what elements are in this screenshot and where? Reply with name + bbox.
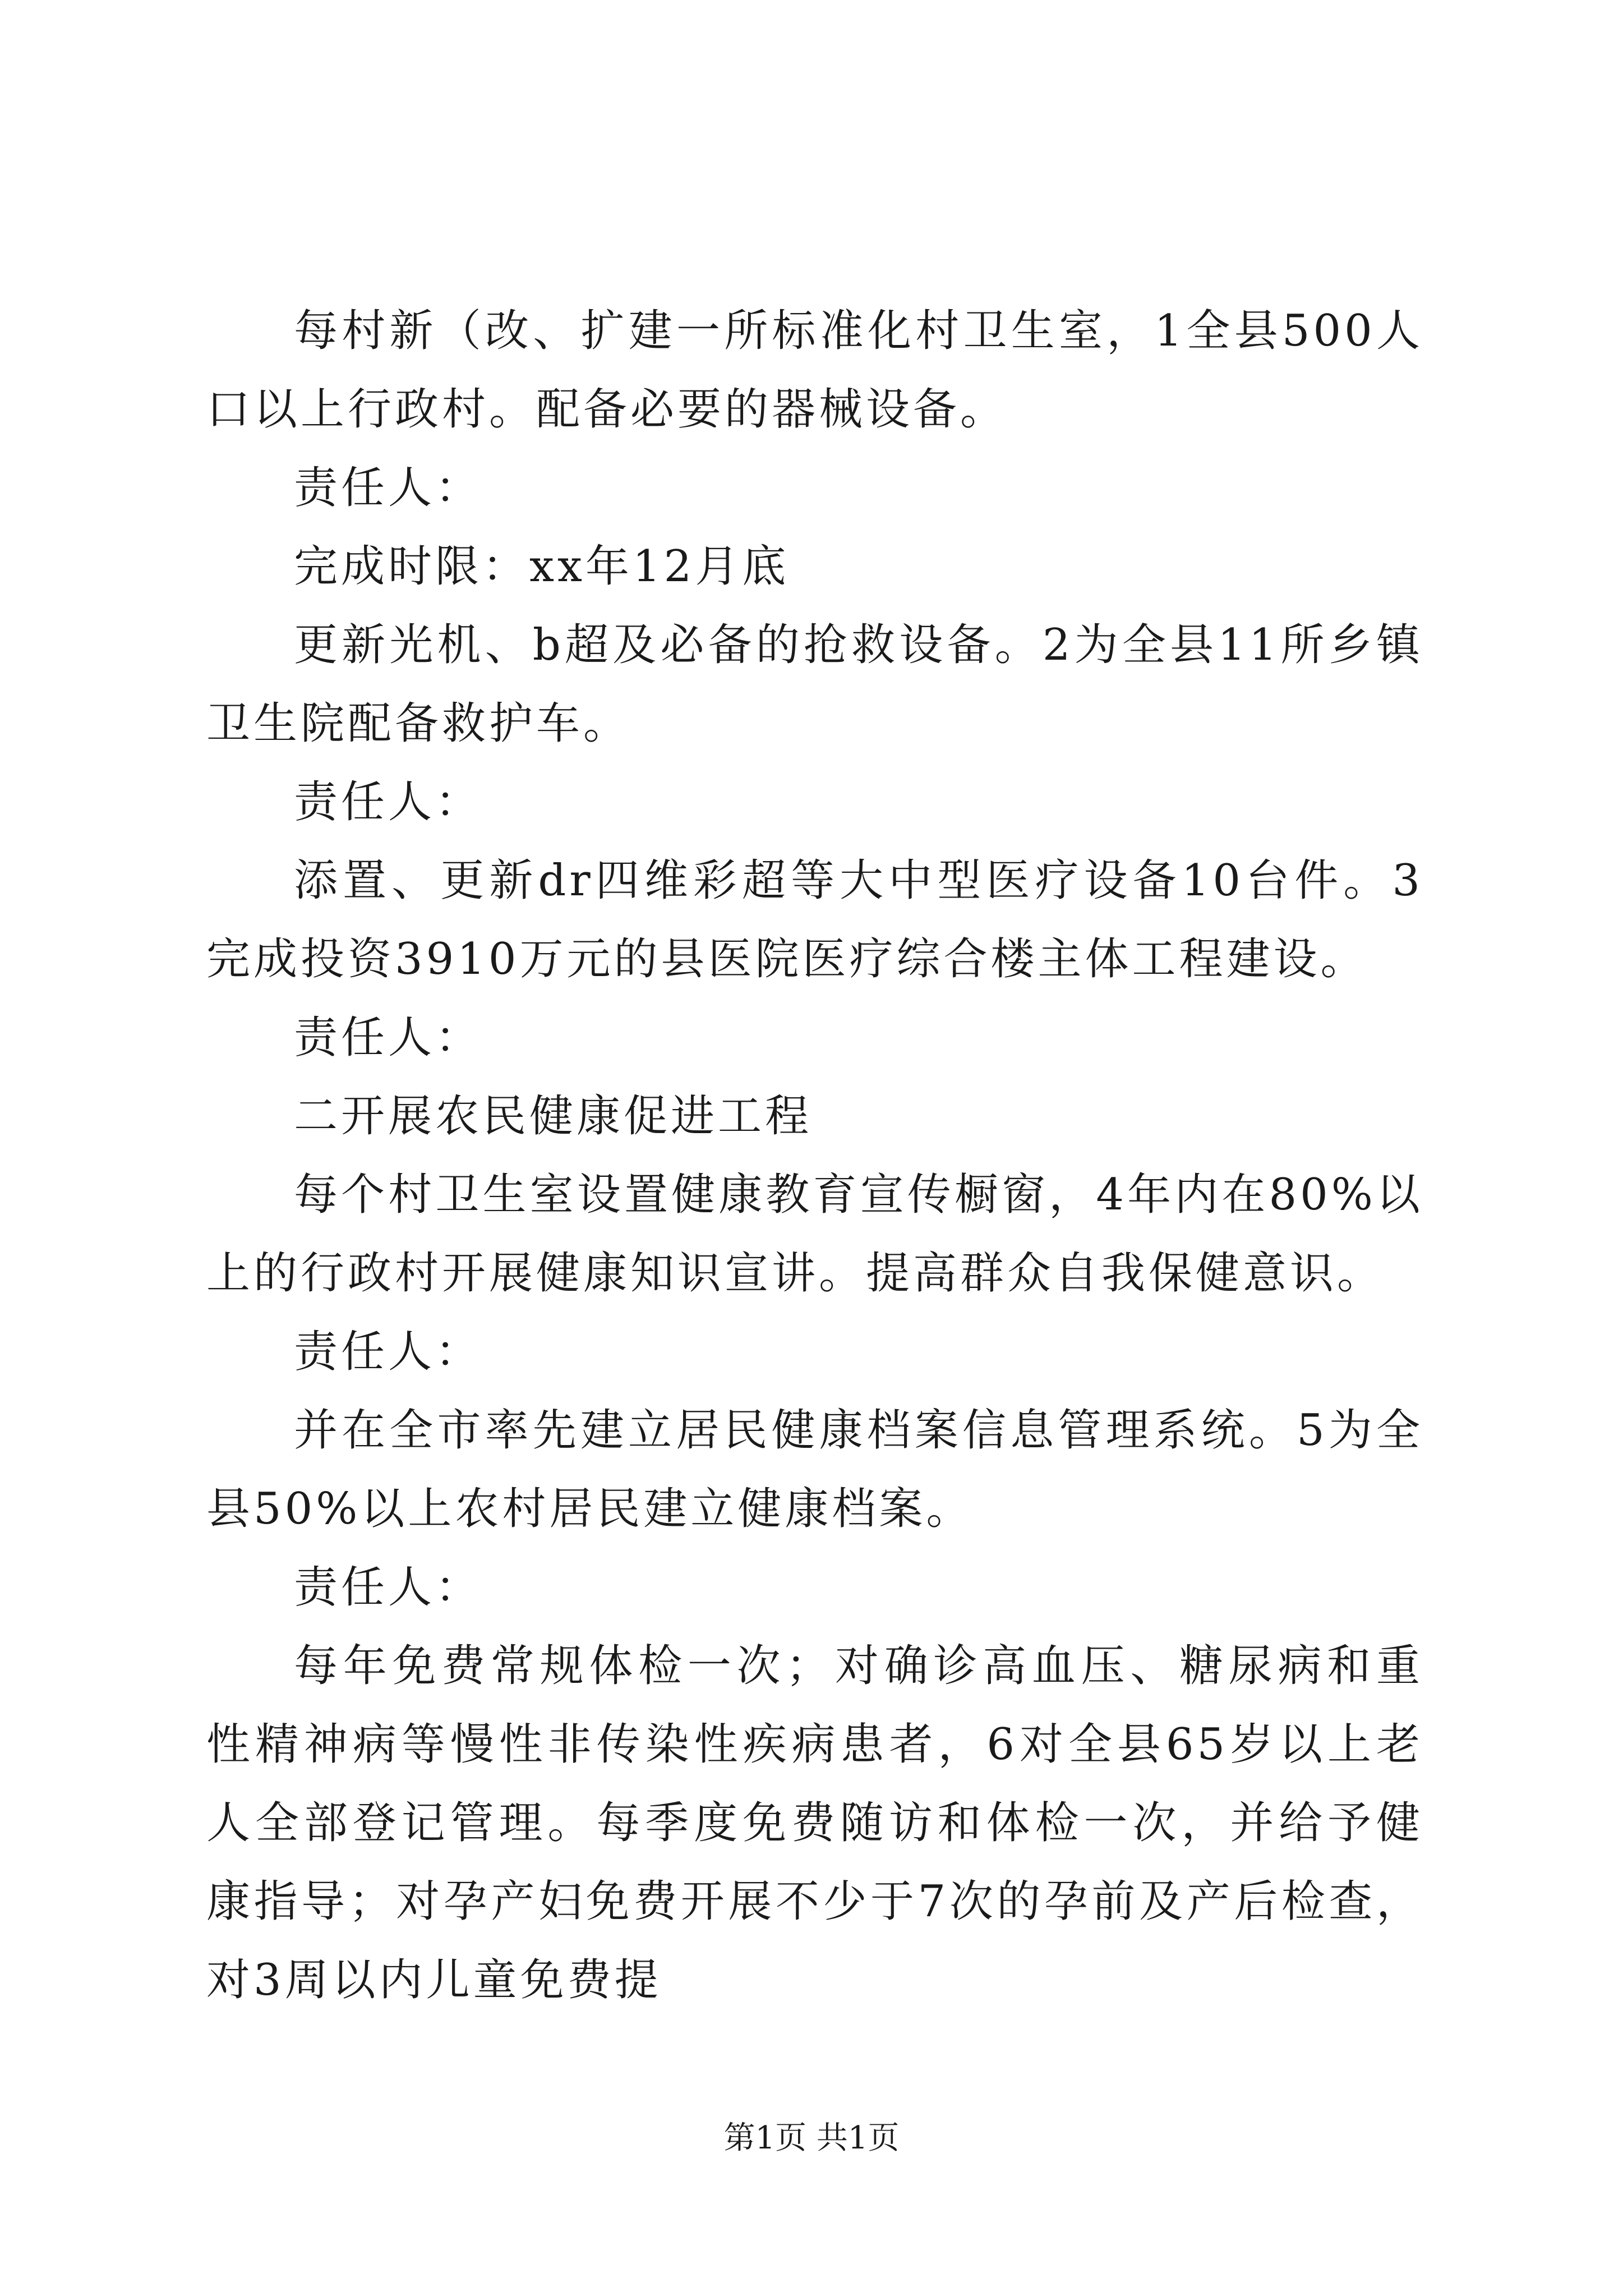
paragraph-4: 更新光机、b超及必备的抢救设备。2为全县11所乡镇卫生院配备救护车。 — [206, 620, 1423, 749]
paragraph-5: 责任人： — [294, 777, 483, 827]
paragraph-6: 添置、更新dr四维彩超等大中型医疗设备10台件。3完成投资3910万元的县医院医疗综合楼主体工程建设。 — [206, 855, 1423, 984]
paragraph-3: 完成时限：xx年12月底 — [294, 541, 790, 592]
page-footer: 第1页 共1页 — [723, 2120, 900, 2156]
section-heading: 二开展农民健康促进工程 — [294, 1091, 813, 1142]
paragraph-9: 每个村卫生室设置健康教育宣传橱窗，4年内在80%以上的行政村开展健康知识宣讲。提高群众自我保健意识。 — [206, 1170, 1423, 1299]
paragraph-13: 每年免费常规体检一次；对确诊高血压、糖尿病和重性精神病等慢性非传染性疾病患者，6对全县65岁以上老人全部登记管理。每季度免费随访和体检一次，并给予健康指导；对孕产妇免费开展不少于7次的孕前及产后检查，对3周以内儿童免费提 — [206, 1641, 1423, 2005]
paragraph-12: 责任人： — [294, 1562, 483, 1613]
paragraph-10: 责任人： — [294, 1327, 483, 1377]
paragraph-1: 每村新（改、扩建一所标准化村卫生室，1全县500人口以上行政村。配备必要的器械设备。 — [206, 306, 1423, 435]
paragraph-7: 责任人： — [294, 1013, 483, 1063]
document-body — [206, 292, 1423, 2019]
paragraph-11: 并在全市率先建立居民健康档案信息管理系统。5为全县50%以上农村居民建立健康档案。 — [206, 1405, 1423, 1534]
paragraph-2: 责任人： — [294, 463, 483, 513]
